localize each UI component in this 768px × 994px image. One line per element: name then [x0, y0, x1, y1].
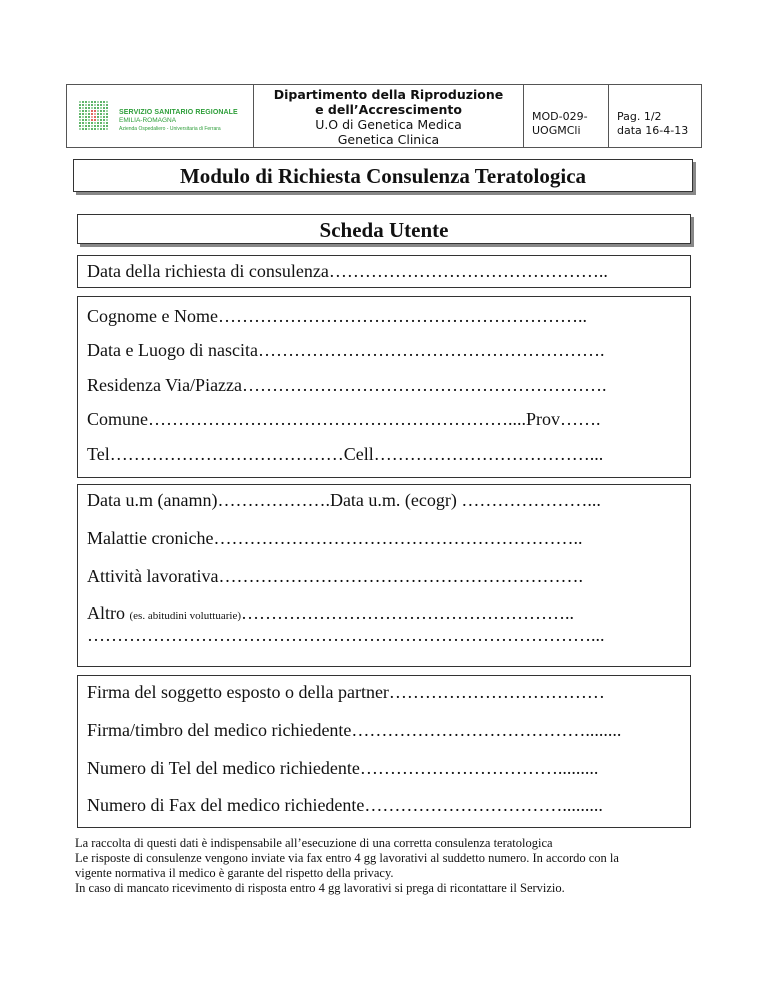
dept-line3: U.O di Genetica Medica: [315, 117, 462, 132]
logo-dot: [97, 110, 99, 112]
logo-dot: [103, 107, 105, 109]
logo-dot: [106, 101, 108, 103]
clinical-data-box: [77, 484, 691, 667]
logo-dot: [97, 107, 99, 109]
logo-dot: [100, 101, 102, 103]
request-date-field[interactable]: Data della richiesta di consulenza………………………………………..: [87, 261, 608, 281]
logo-line2: EMILIA-ROMAGNA: [119, 117, 177, 124]
page-info-cell: [609, 85, 701, 147]
patient-data-box: [77, 296, 691, 478]
logo-cell: [67, 85, 254, 147]
other-dots: ………………………………………………..: [241, 603, 574, 623]
logo-dot: [88, 107, 90, 109]
module-code-line1: MOD-029-: [532, 110, 588, 123]
note-line-4: In caso di mancato ricevimento di risposta entro 4 gg lavorativi si prega di ricontattare il Servizio.: [75, 881, 565, 895]
logo-dot: [82, 107, 84, 109]
logo-dot: [94, 116, 96, 118]
logo-dot: [97, 113, 99, 115]
logo-dot: [100, 122, 102, 124]
logo-dot: [85, 119, 87, 121]
logo-dot: [100, 119, 102, 121]
logo-dot: [82, 110, 84, 112]
phone-field[interactable]: Tel…………………………………Cell………………………………...: [87, 444, 604, 464]
logo-dot: [100, 107, 102, 109]
note-line-3: vigente normativa il medico è garante del rispetto della privacy.: [75, 866, 394, 880]
logo-dot: [82, 104, 84, 106]
logo-dot: [94, 125, 96, 127]
module-code-cell: [524, 85, 609, 147]
logo-dot: [88, 113, 90, 115]
residence-field[interactable]: Residenza Via/Piazza…………………………………………………….: [87, 375, 607, 395]
logo-dot: [97, 104, 99, 106]
logo-dot: [100, 113, 102, 115]
logo-dot: [106, 128, 108, 130]
logo-dot: [85, 113, 87, 115]
logo-dot: [88, 110, 90, 112]
logo-dot: [79, 113, 81, 115]
logo-dot: [100, 128, 102, 130]
logo-dot: [91, 116, 93, 118]
birth-field[interactable]: Data e Luogo di nascita………………………………………………….: [87, 340, 605, 360]
patient-signature-field[interactable]: Firma del soggetto esposto o della partner………………………………: [87, 682, 605, 702]
logo-dot: [88, 116, 90, 118]
other-hint: (es. abitudini voluttuarie): [129, 610, 241, 622]
logo-text: [119, 109, 238, 133]
logo-dot: [85, 122, 87, 124]
logo-line1: SERVIZIO SANITARIO REGIONALE: [119, 109, 238, 116]
dept-line4: Genetica Clinica: [337, 132, 440, 147]
logo-dot: [97, 128, 99, 130]
logo-dot: [82, 113, 84, 115]
logo-dot: [82, 119, 84, 121]
logo-dot: [79, 110, 81, 112]
logo-dot: [85, 110, 87, 112]
logo-dot: [82, 122, 84, 124]
logo-dot: [106, 113, 108, 115]
logo-dot: [106, 122, 108, 124]
logo-dot: [79, 107, 81, 109]
note-line-2: Le risposte di consulenze vengono inviate via fax entro 4 gg lavorativi al suddetto numero. In accordo con la: [75, 851, 619, 865]
logo-dot: [88, 122, 90, 124]
revision-date: data 16-4-13: [617, 124, 689, 137]
logo-dot: [82, 125, 84, 127]
logo-dot: [103, 110, 105, 112]
logo-dot: [85, 101, 87, 103]
lmp-dates-field[interactable]: Data u.m (anamn)……………….Data u.m. (ecogr) …………………...: [87, 490, 601, 510]
logo-dot: [88, 119, 90, 121]
other-field-line2[interactable]: …………………………………………………………………………...: [87, 625, 605, 645]
logo-dot: [82, 128, 84, 130]
logo-dot: [88, 128, 90, 130]
dept-line2: e dell’Accrescimento: [315, 102, 462, 117]
logo-dot: [103, 104, 105, 106]
other-label: Altro: [87, 603, 125, 623]
logo-dot: [106, 104, 108, 106]
logo-dot: [94, 122, 96, 124]
logo-dot: [85, 116, 87, 118]
logo-dot: [91, 113, 93, 115]
request-date-box: [77, 255, 691, 288]
logo-dot: [91, 101, 93, 103]
logo-dot: [82, 116, 84, 118]
logo-dot: [97, 116, 99, 118]
doctor-signature-field[interactable]: Firma/timbro del medico richiedente…………………………………........: [87, 720, 622, 740]
logo-dot: [91, 128, 93, 130]
logo-dot: [91, 119, 93, 121]
dept-line1: Dipartimento della Riproduzione: [273, 87, 504, 102]
logo-dot: [85, 104, 87, 106]
logo-dot: [85, 125, 87, 127]
logo-dot: [106, 125, 108, 127]
logo-dot: [100, 125, 102, 127]
logo-dot: [100, 110, 102, 112]
logo-dot: [82, 101, 84, 103]
logo-dot: [103, 113, 105, 115]
logo-dot: [94, 119, 96, 121]
logo-dot: [91, 110, 93, 112]
module-code-line2: UOGMCli: [532, 124, 581, 137]
logo-dot: [79, 116, 81, 118]
form-subtitle: Scheda Utente: [77, 214, 691, 244]
logo-dot: [97, 125, 99, 127]
form-title: Modulo di Richiesta Consulenza Teratologica: [73, 159, 693, 192]
chronic-diseases-field[interactable]: Malattie croniche……………………………………………………..: [87, 528, 583, 548]
logo-dot: [106, 107, 108, 109]
logo-dot: [106, 110, 108, 112]
logo-dot: [97, 119, 99, 121]
department-cell: [254, 85, 524, 147]
logo-dot: [103, 116, 105, 118]
logo-dot: [91, 104, 93, 106]
note-line-1: La raccolta di questi dati è indispensabile all’esecuzione di una corretta consulenza teratologica: [75, 836, 553, 850]
logo-dot: [94, 104, 96, 106]
logo-dot: [79, 128, 81, 130]
logo-mark-icon: [79, 101, 109, 131]
logo-dot: [106, 119, 108, 121]
other-field[interactable]: [87, 603, 574, 624]
logo-line3: Azienda Ospedaliero - Universitaria di Ferrara: [119, 126, 221, 132]
document-header: [66, 84, 702, 148]
logo-dot: [91, 125, 93, 127]
logo-dot: [94, 110, 96, 112]
logo-dot: [85, 107, 87, 109]
logo-dot: [79, 119, 81, 121]
logo-dot: [100, 116, 102, 118]
logo-dot: [91, 122, 93, 124]
logo-dot: [85, 128, 87, 130]
logo-dot: [103, 128, 105, 130]
city-field[interactable]: Comune……………………………………………………....Prov…….: [87, 409, 601, 429]
logo-dot: [106, 116, 108, 118]
logo-dot: [88, 125, 90, 127]
doctor-fax-field[interactable]: Numero di Fax del medico richiedente…………………………….........: [87, 795, 603, 815]
signatures-box: [77, 675, 691, 828]
logo-dot: [103, 101, 105, 103]
logo-dot: [100, 104, 102, 106]
logo-dot: [79, 104, 81, 106]
page-number: Pag. 1/2: [617, 110, 662, 123]
logo-dot: [103, 122, 105, 124]
name-field[interactable]: Cognome e Nome……………………………………………………..: [87, 306, 587, 326]
logo-dot: [88, 101, 90, 103]
logo-dot: [97, 101, 99, 103]
logo-dot: [103, 125, 105, 127]
occupation-field[interactable]: Attività lavorativa…………………………………………………….: [87, 566, 583, 586]
logo-dot: [94, 113, 96, 115]
logo-dot: [97, 122, 99, 124]
doctor-phone-field[interactable]: Numero di Tel del medico richiedente…………………………….........: [87, 758, 599, 778]
logo-dot: [94, 128, 96, 130]
logo-dot: [79, 101, 81, 103]
logo-dot: [79, 125, 81, 127]
logo-dot: [88, 104, 90, 106]
logo-dot: [94, 107, 96, 109]
logo-dot: [91, 107, 93, 109]
logo-dot: [79, 122, 81, 124]
logo-dot: [103, 119, 105, 121]
logo-dot: [94, 101, 96, 103]
